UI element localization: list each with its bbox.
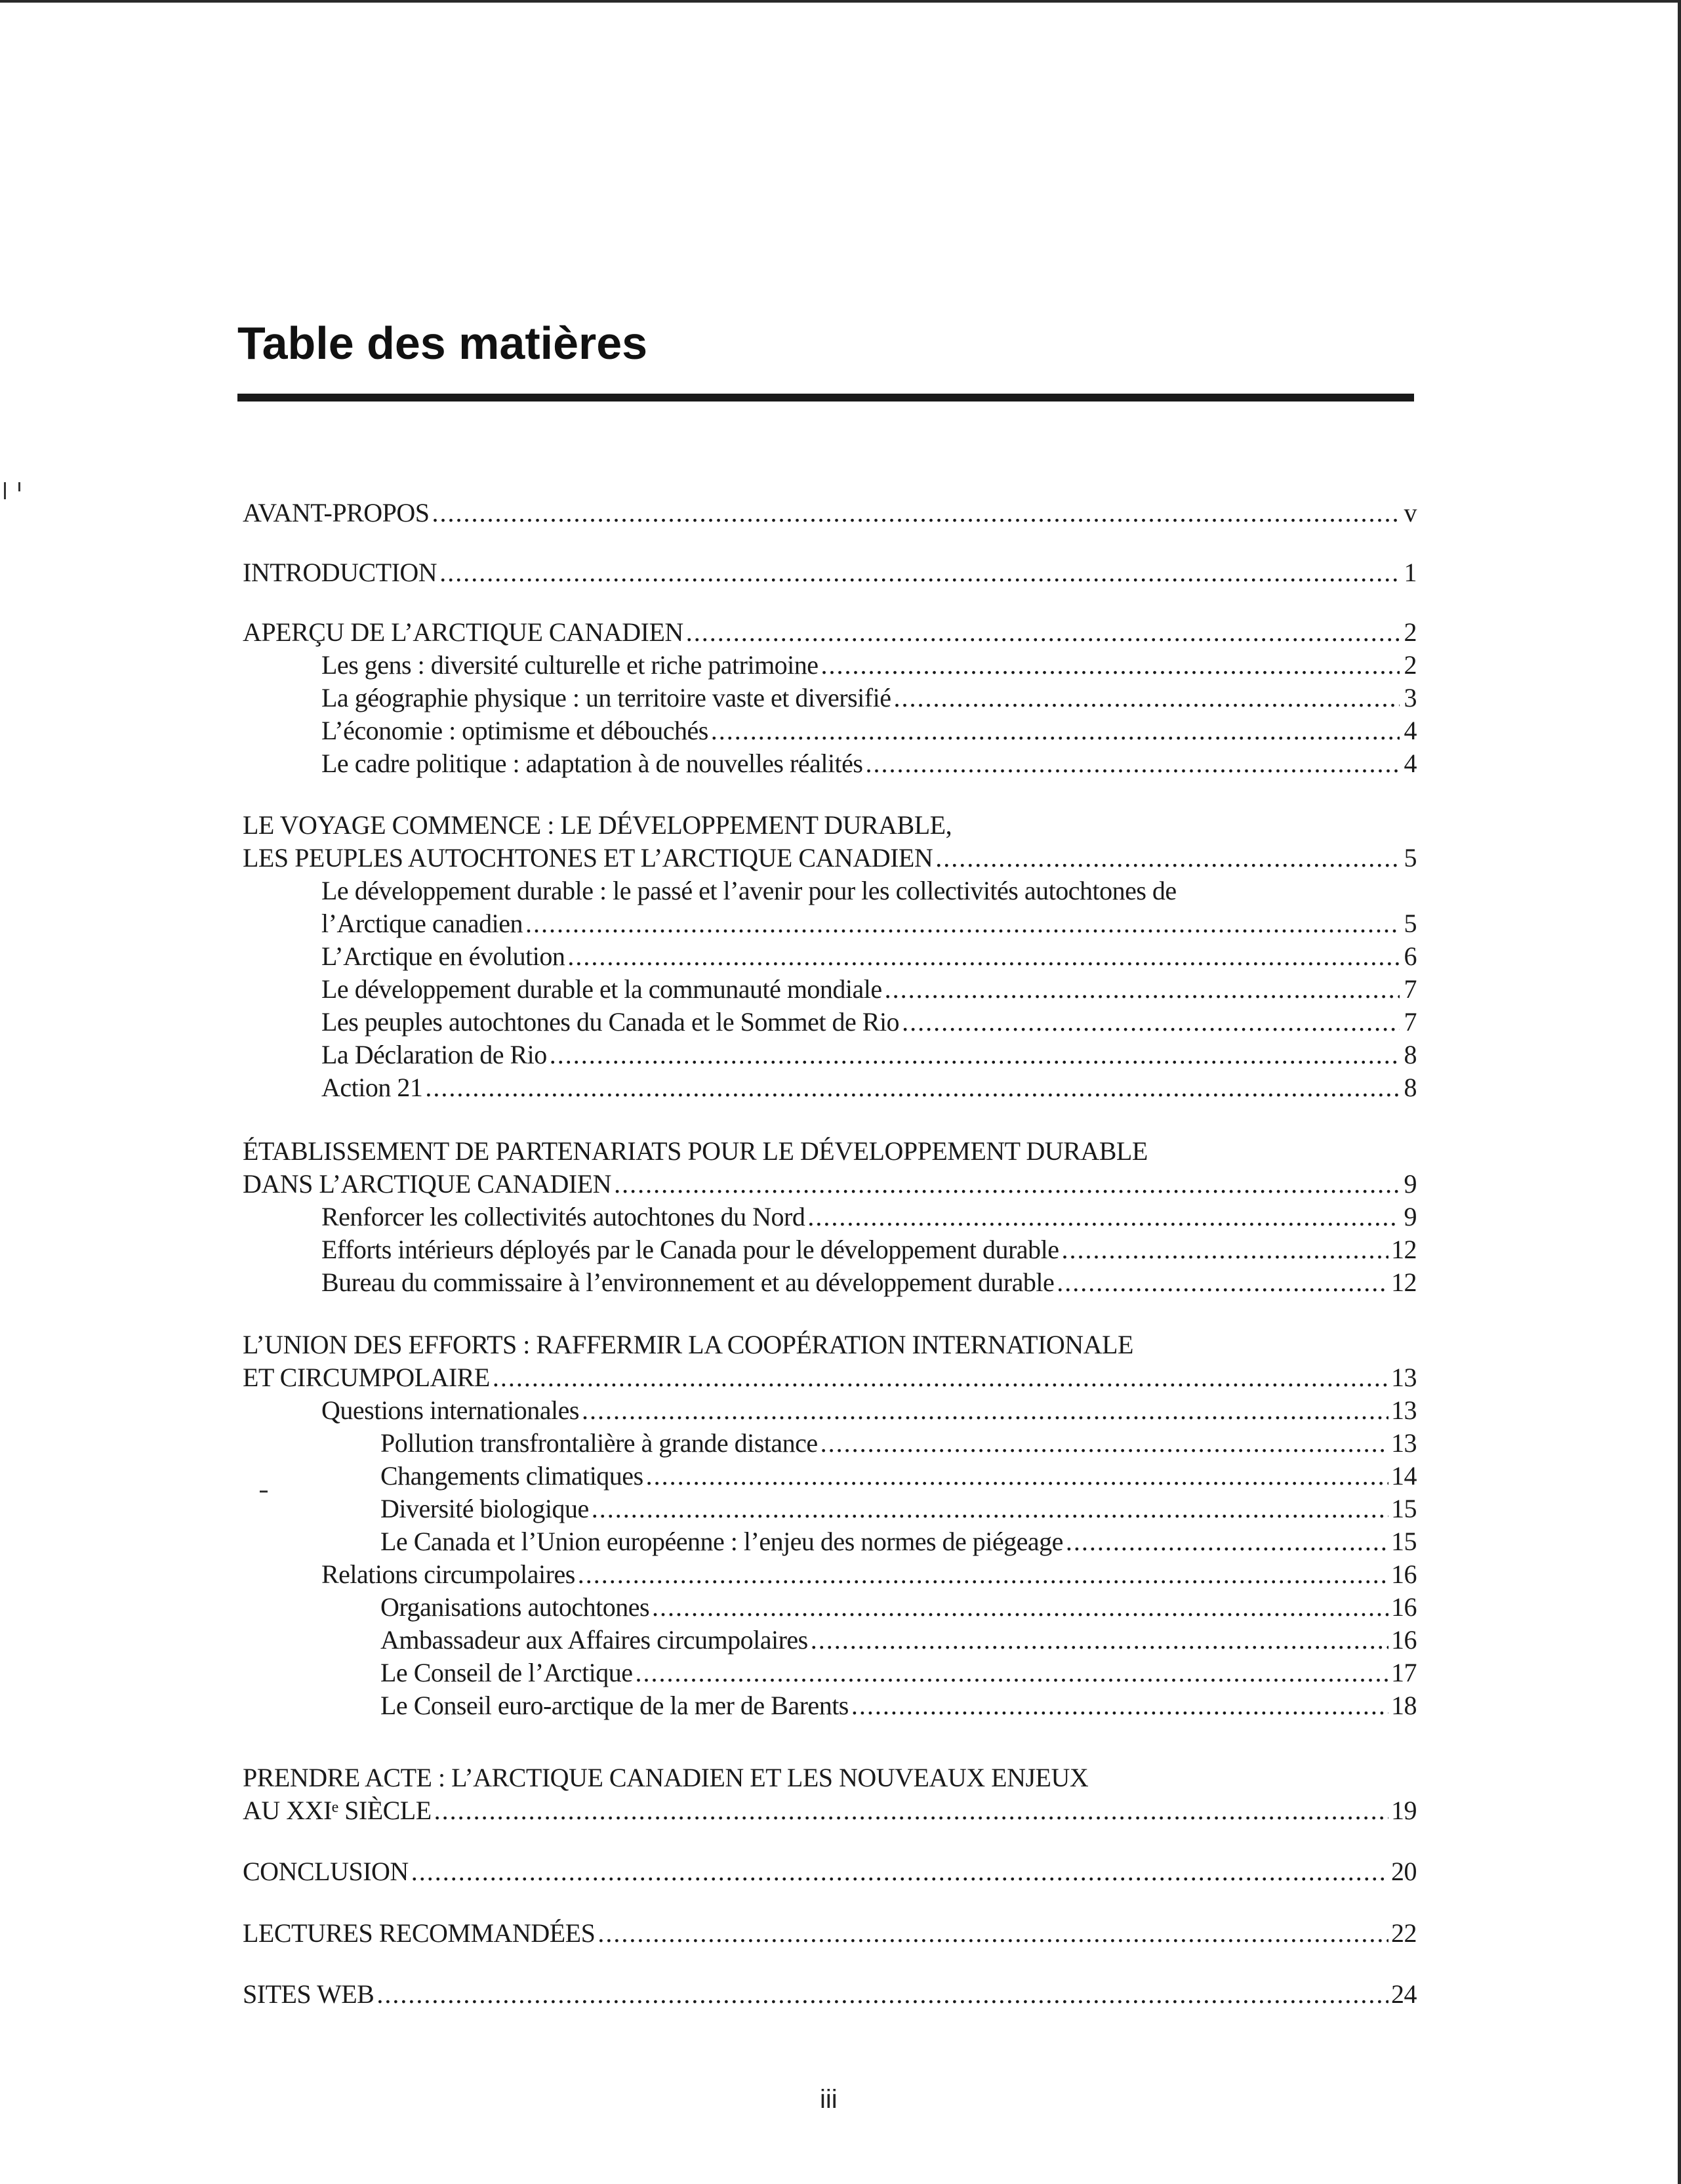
toc-entry-label: Les peuples autochtones du Canada et le Sommet de Rio bbox=[321, 1007, 900, 1037]
toc-entry-label: INTRODUCTION bbox=[243, 558, 437, 587]
dot-leader bbox=[902, 1006, 1400, 1039]
dot-leader bbox=[592, 1493, 1388, 1525]
toc-subentry[interactable] bbox=[321, 875, 1417, 907]
toc-subentry[interactable] bbox=[321, 973, 1417, 1006]
toc-page-number: 14 bbox=[1391, 1461, 1417, 1491]
toc-page-number: 12 bbox=[1391, 1267, 1417, 1297]
toc-entry-label: LECTURES RECOMMANDÉES bbox=[243, 1918, 596, 1948]
scan-speck bbox=[18, 482, 20, 491]
toc-page-number: 16 bbox=[1391, 1592, 1417, 1622]
toc-entry-avant-propos[interactable] bbox=[243, 497, 1417, 529]
toc-page-number: 2 bbox=[1404, 617, 1417, 647]
toc-entry-voyage-line2[interactable] bbox=[243, 842, 1417, 875]
dot-leader bbox=[820, 1427, 1388, 1460]
toc-entry-voyage-line1[interactable] bbox=[243, 809, 1417, 842]
dot-leader bbox=[893, 682, 1400, 714]
toc-entry-label: APERÇU DE L’ARCTIQUE CANADIEN bbox=[243, 617, 683, 647]
dot-leader bbox=[866, 747, 1400, 780]
dot-leader bbox=[493, 1361, 1388, 1394]
toc-entry-label: L’économie : optimisme et débouchés bbox=[321, 716, 708, 745]
toc-entry-prendre-line1[interactable] bbox=[243, 1762, 1417, 1794]
dot-leader bbox=[411, 1855, 1388, 1888]
toc-entry-label: Le Canada et l’Union européenne : l’enjeu des normes de piégeage bbox=[380, 1527, 1063, 1556]
toc-subsubentry[interactable] bbox=[380, 1624, 1417, 1657]
toc-page-number: 19 bbox=[1391, 1796, 1417, 1825]
toc-subentry[interactable] bbox=[321, 649, 1417, 682]
toc-page-number: 9 bbox=[1404, 1169, 1417, 1199]
toc-page-number: 8 bbox=[1404, 1040, 1417, 1069]
toc-page-number: 13 bbox=[1391, 1395, 1417, 1425]
toc-subentry[interactable] bbox=[321, 1233, 1417, 1266]
dot-leader bbox=[935, 842, 1400, 875]
toc-page-number: 12 bbox=[1391, 1235, 1417, 1264]
toc-entry-label: Relations circumpolaires bbox=[321, 1559, 575, 1589]
toc-entry-label: Action 21 bbox=[321, 1073, 423, 1102]
dot-leader bbox=[432, 497, 1400, 529]
toc-entry-union-line1[interactable] bbox=[243, 1329, 1417, 1361]
toc-subentry[interactable] bbox=[321, 1006, 1417, 1039]
dot-leader bbox=[807, 1201, 1400, 1233]
toc-page-number: 5 bbox=[1404, 843, 1417, 873]
toc-subsubentry[interactable] bbox=[380, 1460, 1417, 1493]
toc-entry-partenariats-line1[interactable] bbox=[243, 1135, 1417, 1168]
dot-leader bbox=[1057, 1266, 1388, 1299]
dot-leader bbox=[885, 973, 1400, 1006]
toc-entry-prendre-line2[interactable] bbox=[243, 1794, 1417, 1827]
toc-page-number: 24 bbox=[1391, 1979, 1417, 2009]
toc-entry-conclusion[interactable] bbox=[243, 1855, 1417, 1888]
toc-entry-label: Diversité biologique bbox=[380, 1494, 589, 1523]
toc-page-number: 22 bbox=[1391, 1918, 1417, 1948]
toc-entry-label: Les gens : diversité culturelle et riche patrimoine bbox=[321, 650, 819, 680]
page-edge-right bbox=[1678, 0, 1681, 2184]
dot-leader bbox=[597, 1917, 1388, 1950]
toc-subsubentry[interactable] bbox=[380, 1657, 1417, 1689]
toc-entry-label: Ambassadeur aux Affaires circumpolaires bbox=[380, 1625, 808, 1655]
scan-speck bbox=[4, 482, 6, 499]
dot-leader bbox=[646, 1460, 1388, 1493]
toc-entry-label: LE VOYAGE COMMENCE : LE DÉVELOPPEMENT DURABLE, bbox=[243, 810, 952, 840]
dot-leader bbox=[376, 1978, 1388, 2011]
toc-entry-label: CONCLUSION bbox=[243, 1857, 409, 1886]
dot-leader bbox=[550, 1039, 1400, 1071]
toc-entry-label: SITES WEB bbox=[243, 1979, 375, 2009]
toc-subentry[interactable] bbox=[321, 1394, 1417, 1427]
toc-entry-label: L’UNION DES EFFORTS : RAFFERMIR LA COOPÉRATION INTERNATIONALE bbox=[243, 1330, 1133, 1359]
toc-entry-label: Changements climatiques bbox=[380, 1461, 643, 1491]
toc-subsubentry[interactable] bbox=[380, 1427, 1417, 1460]
toc-page-number: 18 bbox=[1391, 1691, 1417, 1720]
toc-page-number: 5 bbox=[1404, 909, 1417, 938]
toc-subentry[interactable] bbox=[321, 682, 1417, 714]
toc-subsubentry[interactable] bbox=[380, 1689, 1417, 1722]
table-of-contents bbox=[243, 0, 1417, 2184]
toc-page-number: v bbox=[1404, 498, 1417, 527]
toc-entry-label: Efforts intérieurs déployés par le Canada pour le développement durable bbox=[321, 1235, 1059, 1264]
page-title: Table des matières bbox=[237, 318, 648, 369]
toc-entry-label: Le développement durable et la communauté mondiale bbox=[321, 974, 882, 1004]
toc-entry-label: l’Arctique canadien bbox=[321, 909, 523, 938]
toc-page-number: 4 bbox=[1404, 749, 1417, 778]
toc-entry-label: Le Conseil de l’Arctique bbox=[380, 1658, 633, 1687]
toc-entry-label: Le cadre politique : adaptation à de nouvelles réalités bbox=[321, 749, 863, 778]
toc-page-number: 16 bbox=[1391, 1559, 1417, 1589]
toc-subsubentry[interactable] bbox=[380, 1525, 1417, 1558]
toc-entry-label: PRENDRE ACTE : L’ARCTIQUE CANADIEN ET LES NOUVEAUX ENJEUX bbox=[243, 1763, 1089, 1792]
toc-entry-label: Renforcer les collectivités autochtones du Nord bbox=[321, 1202, 805, 1231]
dot-leader bbox=[439, 556, 1400, 589]
toc-subsubentry[interactable] bbox=[380, 1493, 1417, 1525]
toc-entry-label: Bureau du commissaire à l’environnement et au développement durable bbox=[321, 1267, 1055, 1297]
toc-subsubentry[interactable] bbox=[380, 1591, 1417, 1624]
dot-leader bbox=[614, 1168, 1400, 1201]
toc-entry-label: ET CIRCUMPOLAIRE bbox=[243, 1363, 490, 1392]
dot-leader bbox=[636, 1657, 1388, 1689]
toc-subentry[interactable] bbox=[321, 1201, 1417, 1233]
dot-leader bbox=[686, 616, 1400, 649]
toc-subentry[interactable] bbox=[321, 1266, 1417, 1299]
dot-leader bbox=[821, 649, 1400, 682]
toc-page-number: 3 bbox=[1404, 683, 1417, 712]
toc-entry-label: Pollution transfrontalière à grande distance bbox=[380, 1428, 818, 1458]
toc-page-number: 8 bbox=[1404, 1073, 1417, 1102]
dot-leader bbox=[652, 1591, 1388, 1624]
toc-entry-label: Organisations autochtones bbox=[380, 1592, 650, 1622]
toc-subentry[interactable] bbox=[321, 1071, 1417, 1104]
toc-page-number: 16 bbox=[1391, 1625, 1417, 1655]
toc-page-number: 13 bbox=[1391, 1363, 1417, 1392]
dot-leader bbox=[851, 1689, 1388, 1722]
toc-subentry[interactable] bbox=[321, 1039, 1417, 1071]
dot-leader bbox=[811, 1624, 1388, 1657]
toc-page-number: 9 bbox=[1404, 1202, 1417, 1231]
dot-leader bbox=[578, 1558, 1388, 1591]
toc-subentry[interactable] bbox=[321, 714, 1417, 747]
toc-page-number: 2 bbox=[1404, 650, 1417, 680]
toc-entry-label: LES PEUPLES AUTOCHTONES ET L’ARCTIQUE CANADIEN bbox=[243, 843, 933, 873]
toc-page-number: 15 bbox=[1391, 1494, 1417, 1523]
toc-page-number: 15 bbox=[1391, 1527, 1417, 1556]
dot-leader bbox=[425, 1071, 1400, 1104]
toc-subentry[interactable] bbox=[321, 747, 1417, 780]
toc-entry-union-line2[interactable] bbox=[243, 1361, 1417, 1394]
toc-page-number: 20 bbox=[1391, 1857, 1417, 1886]
dot-leader bbox=[1066, 1525, 1388, 1558]
toc-entry-sites-web[interactable] bbox=[243, 1978, 1417, 2011]
toc-entry-label: Questions internationales bbox=[321, 1395, 579, 1425]
dot-leader bbox=[711, 714, 1400, 747]
toc-entry-lectures[interactable] bbox=[243, 1917, 1417, 1950]
toc-page-number: 7 bbox=[1404, 1007, 1417, 1037]
toc-subentry[interactable] bbox=[321, 1558, 1417, 1591]
toc-entry-label: La Déclaration de Rio bbox=[321, 1040, 547, 1069]
toc-entry-label: La géographie physique : un territoire vaste et diversifié bbox=[321, 683, 891, 712]
toc-entry-apercu[interactable] bbox=[243, 616, 1417, 649]
toc-entry-label: AU XXIᵉ SIÈCLE bbox=[243, 1796, 432, 1825]
toc-entry-label: Le développement durable : le passé et l’avenir pour les collectivités autochtones de bbox=[321, 876, 1177, 905]
page-number: iii bbox=[820, 2085, 838, 2114]
toc-subentry[interactable] bbox=[321, 940, 1417, 973]
toc-subentry[interactable] bbox=[321, 907, 1417, 940]
dot-leader bbox=[434, 1794, 1388, 1827]
toc-entry-introduction[interactable] bbox=[243, 556, 1417, 589]
toc-page-number: 7 bbox=[1404, 974, 1417, 1004]
toc-page-number: 13 bbox=[1391, 1428, 1417, 1458]
toc-page-number: 17 bbox=[1391, 1658, 1417, 1687]
toc-page-number: 1 bbox=[1404, 558, 1417, 587]
dot-leader bbox=[525, 907, 1400, 940]
toc-entry-label: L’Arctique en évolution bbox=[321, 941, 565, 971]
dot-leader bbox=[582, 1394, 1388, 1427]
scan-speck bbox=[260, 1491, 268, 1493]
toc-entry-label: DANS L’ARCTIQUE CANADIEN bbox=[243, 1169, 612, 1199]
dot-leader bbox=[567, 940, 1400, 973]
toc-entry-partenariats-line2[interactable] bbox=[243, 1168, 1417, 1201]
toc-page-number: 6 bbox=[1404, 941, 1417, 971]
toc-entry-label: Le Conseil euro-arctique de la mer de Barents bbox=[380, 1691, 849, 1720]
dot-leader bbox=[1061, 1233, 1388, 1266]
toc-entry-label: AVANT-PROPOS bbox=[243, 498, 430, 527]
toc-page-number: 4 bbox=[1404, 716, 1417, 745]
toc-entry-label: ÉTABLISSEMENT DE PARTENARIATS POUR LE DÉVELOPPEMENT DURABLE bbox=[243, 1136, 1148, 1166]
